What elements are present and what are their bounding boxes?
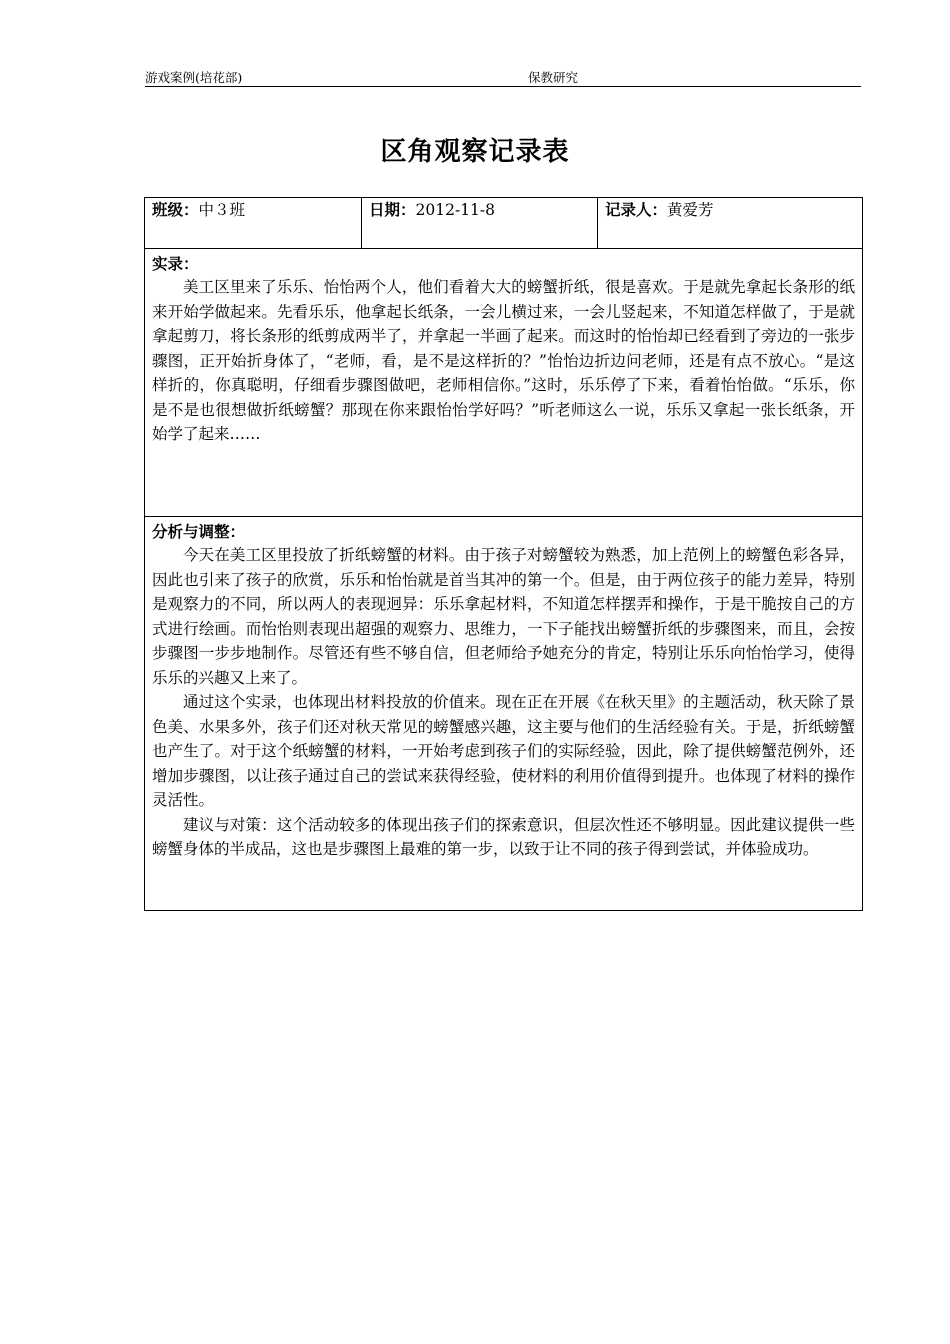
analysis-paragraph: 建议与对策：这个活动较多的体现出孩子们的探索意识，但层次性还不够明显。因此建议提供一些螃蟹身体的半成品，这也是步骤图上最难的第一步，以致于让不同的孩子得到尝试，并体验成功。 — [152, 815, 855, 858]
header-left-text: 游戏案例(培花部) — [145, 70, 243, 85]
date-label: 日期： — [369, 201, 416, 219]
date-value: 2012-11-8 — [415, 201, 496, 219]
document-title: 区角观察记录表 — [380, 137, 570, 167]
header-center-text: 保教研究 — [528, 70, 579, 85]
analysis-row — [145, 517, 863, 911]
recorder-cell — [598, 198, 863, 249]
analysis-cell — [145, 517, 863, 911]
date-cell — [362, 198, 598, 249]
class-value: 中３班 — [198, 201, 246, 219]
record-label: 实录： — [152, 255, 199, 273]
analysis-label: 分析与调整： — [152, 523, 246, 541]
page-header — [145, 66, 861, 87]
analysis-paragraph: 通过这个实录，也体现出材料投放的价值来。现在正在开展《在秋天里》的主题活动，秋天除了景色美、水果多外，孩子们还对秋天常见的螃蟹感兴趣，这主要与他们的生活经验有关。于是，折纸螃蟹也产生了。对于这个纸螃蟹的材料，一开始考虑到孩子们的实际经验，因此，除了提供螃蟹范例外，还增加步骤图，以让孩子通过自己的尝试来获得经验，使材料的利用价值得到提升。也体现了材料的操作灵活性。 — [152, 693, 855, 809]
recorder-label: 记录人： — [605, 201, 668, 219]
record-paragraph: 美工区里来了乐乐、怡怡两个人，他们看着大大的螃蟹折纸，很是喜欢。于是就先拿起长条形的纸来开始学做起来。先看乐乐，他拿起长纸条，一会儿横过来，一会儿竖起来，不知道怎样做了，于是就拿起剪刀，将长条形的纸剪成两半了，并拿起一半画了起来。而这时的怡怡却已经看到了旁边的一张步骤图，正开始折身体了，“老师，看，是不是这样折的？”怡怡边折边问老师，还是有点不放心。“是这样折的，你真聪明，仔细看步骤图做吧，老师相信你。”这时，乐乐停了下来，看着怡怡做。“乐乐，你是不是也很想做折纸螃蟹？那现在你来跟怡怡学好吗？”听老师这么一说，乐乐又拿起一张长纸条，开始学了起来…… — [152, 278, 855, 443]
class-cell — [145, 198, 362, 249]
observation-table — [144, 197, 863, 911]
record-cell — [145, 249, 863, 517]
analysis-paragraph: 今天在美工区里投放了折纸螃蟹的材料。由于孩子对螃蟹较为熟悉，加上范例上的螃蟹色彩各异，因此也引来了孩子的欣赏，乐乐和怡怡就是首当其冲的第一个。但是，由于两位孩子的能力差异，特别是观察力的不同，所以两人的表现迥异：乐乐拿起材料，不知道怎样摆弄和操作，于是干脆按自己的方式进行绘画。而怡怡则表现出超强的观察力、思维力，一下子能找出螃蟹折纸的步骤图来，而且，会按步骤图一步步地制作。尽管还有些不够自信，但老师给予她充分的肯定，特别让乐乐向怡怡学习，使得乐乐的兴趣又上来了。 — [152, 546, 855, 687]
recorder-value: 黄爱芳 — [667, 201, 714, 219]
class-label: 班级： — [152, 201, 199, 219]
record-row — [145, 249, 863, 517]
info-row — [145, 198, 863, 249]
